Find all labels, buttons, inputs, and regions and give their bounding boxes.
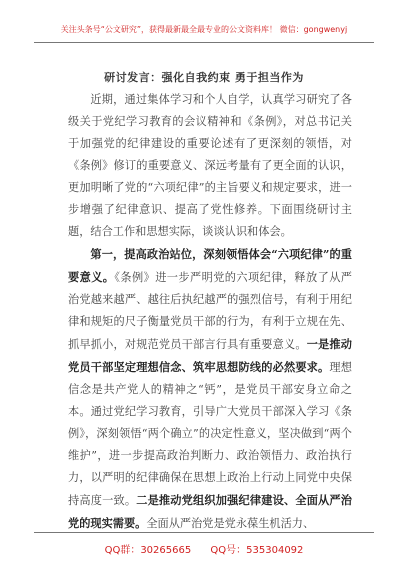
point-two-text: 全面从严治党是党永葆生机活力、 xyxy=(146,517,315,530)
footer-qq-group: QQ群：30265665 xyxy=(104,545,192,556)
point-one-text: 理想信念是共产党人的精神之“钙”，是党员干部安身立命之本。通过党纪学习教育，引导广大党员干部深入学习《条例》，深刻领悟“两个确立”的决定性意义，坚决做到“两个维护”，进一步提高政治判断力、政治领悟力、政治执行力，以严明的纪律确保在思想上政治上行动上同党中央保持高度一致。 xyxy=(68,361,352,507)
footer-divider xyxy=(34,532,374,533)
section-heading: 第一，提高政治站位，深刻领悟体会“六项纪律”的重要意义。 xyxy=(68,247,352,284)
header-divider xyxy=(34,42,374,43)
point-two-heading: 二是推动党组织加强纪律建设、全面从严治党的现实需要。 xyxy=(68,493,352,530)
point-one-heading: 一是推动党员干部坚定理想信念、筑牢思想防线的必然要求。 xyxy=(68,337,352,374)
footer xyxy=(0,541,408,556)
header-banner: 关注头条号“公文研究”，获得最新最全最专业的公文资料库！ 微信：gongwenyj xyxy=(60,25,348,34)
section-text: 《条例》进一步严明党的六项纪律，释放了从严治党越来越严、越往后执纪越严的强烈信号，有利于用纪律和规矩的尺子衡量党员干部的行为，有利于立规在先、抓早抓小，对规范党员干部言行具有重要意义。 xyxy=(68,271,352,351)
document-body xyxy=(68,89,352,535)
footer-qq-number: QQ号：535304092 xyxy=(210,545,304,556)
paragraph-intro: 近期，通过集体学习和个人自学，认真学习研究了各级关于党纪学习教育的会议精神和《条例》，对总书记关于加强党的纪律建设的重要论述有了更深刻的领悟，对《条例》修订的重要意义、深远考量有了更全面的认识，更加明晰了党的“六项纪律”的主旨要义和规定要求，进一步增强了纪律意识、提高了党性修养。下面围绕研讨主题，结合工作和思想实际，谈谈认识和体会。 xyxy=(68,93,352,238)
document-title: 研讨发言：强化自我约束 勇于担当作为 xyxy=(104,71,304,84)
paragraph-section-one xyxy=(68,243,352,535)
